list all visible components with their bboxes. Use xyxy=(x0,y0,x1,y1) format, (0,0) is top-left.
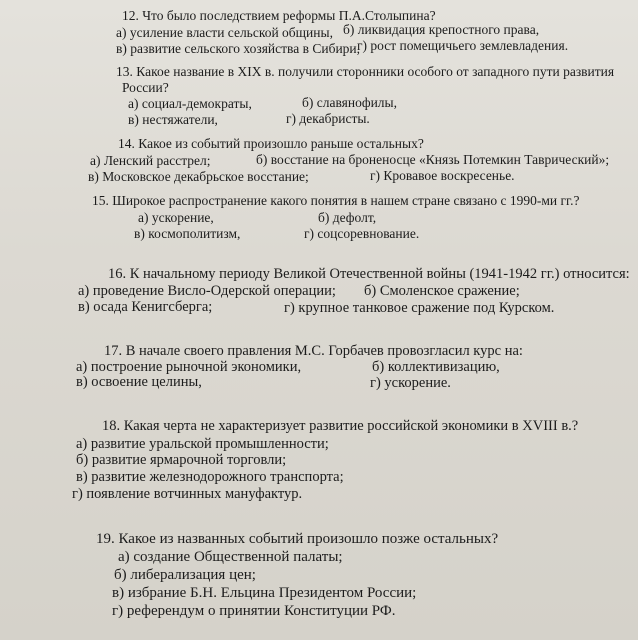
option-v: в) развитие сельского хозяйства в Сибири, xyxy=(116,41,361,56)
option-v: в) осада Кенигсберга; xyxy=(78,299,213,315)
option-v: в) нестяжатели, xyxy=(128,112,218,127)
option-v: в) избрание Б.Н. Ельцина Президентом России; xyxy=(112,585,417,601)
question-stem: 14. Какое из событий произошло раньше остальных? xyxy=(118,136,424,151)
question-stem-continued: России? xyxy=(122,80,169,95)
option-a: а) проведение Висло-Одерской операции; xyxy=(78,283,336,299)
option-g: г) крупное танковое сражение под Курском. xyxy=(284,300,555,316)
option-v: в) Московское декабрьское восстание; xyxy=(88,169,309,184)
question-stem: 19. Какое из названных событий произошло позже остальных? xyxy=(96,531,499,547)
option-g: г) Кровавое воскресенье. xyxy=(370,168,515,183)
option-v: в) освоение целины, xyxy=(76,374,202,390)
option-b: б) развитие ярмарочной торговли; xyxy=(76,452,287,468)
question-stem: 12. Что было последствием реформы П.А.Столыпина? xyxy=(122,8,436,23)
question-stem: 17. В начале своего правления М.С. Горбачев провозгласил курс на: xyxy=(104,343,523,359)
option-v: в) космополитизм, xyxy=(134,226,241,241)
option-a: а) ускорение, xyxy=(138,210,214,225)
option-b: б) ликвидация крепостного права, xyxy=(343,22,540,37)
option-a: а) создание Общественной палаты; xyxy=(118,549,343,565)
option-b: б) коллективизацию, xyxy=(372,359,500,375)
option-a: а) усиление власти сельской общины, xyxy=(116,25,333,40)
option-g: г) соцсоревнование. xyxy=(304,226,420,241)
option-g: г) появление вотчинных мануфактур. xyxy=(72,486,303,502)
option-v: в) развитие железнодорожного транспорта; xyxy=(76,469,344,485)
question-stem: 16. К начальному периоду Великой Отечественной войны (1941-1942 гг.) относится: xyxy=(108,266,630,282)
question-stem: 15. Широкое распространение какого понятия в нашем стране связано с 1990-ми гг.? xyxy=(92,193,580,208)
option-g: г) рост помещичьего землевладения. xyxy=(357,38,569,53)
question-stem: 13. Какое название в XIX в. получили сторонники особого от западного пути развития xyxy=(116,64,615,79)
option-a: а) построение рыночной экономики, xyxy=(76,359,302,375)
option-a: а) развитие уральской промышленности; xyxy=(76,436,329,452)
option-g: г) декабристы. xyxy=(286,111,370,126)
option-b: б) Смоленское сражение; xyxy=(364,283,520,299)
option-a: а) социал-демократы, xyxy=(128,96,252,111)
option-g: г) референдум о принятии Конституции РФ. xyxy=(112,603,396,619)
option-b: б) восстание на броненосце «Князь Потемкин Таврический»; xyxy=(256,152,610,167)
option-b: б) славянофилы, xyxy=(302,95,397,110)
question-stem: 18. Какая черта не характеризует развитие российской экономики в XVIII в.? xyxy=(102,418,579,434)
option-b: б) дефолт, xyxy=(318,210,377,225)
option-g: г) ускорение. xyxy=(370,375,451,391)
option-a: а) Ленский расстрел; xyxy=(90,153,211,168)
option-b: б) либерализация цен; xyxy=(114,567,256,583)
